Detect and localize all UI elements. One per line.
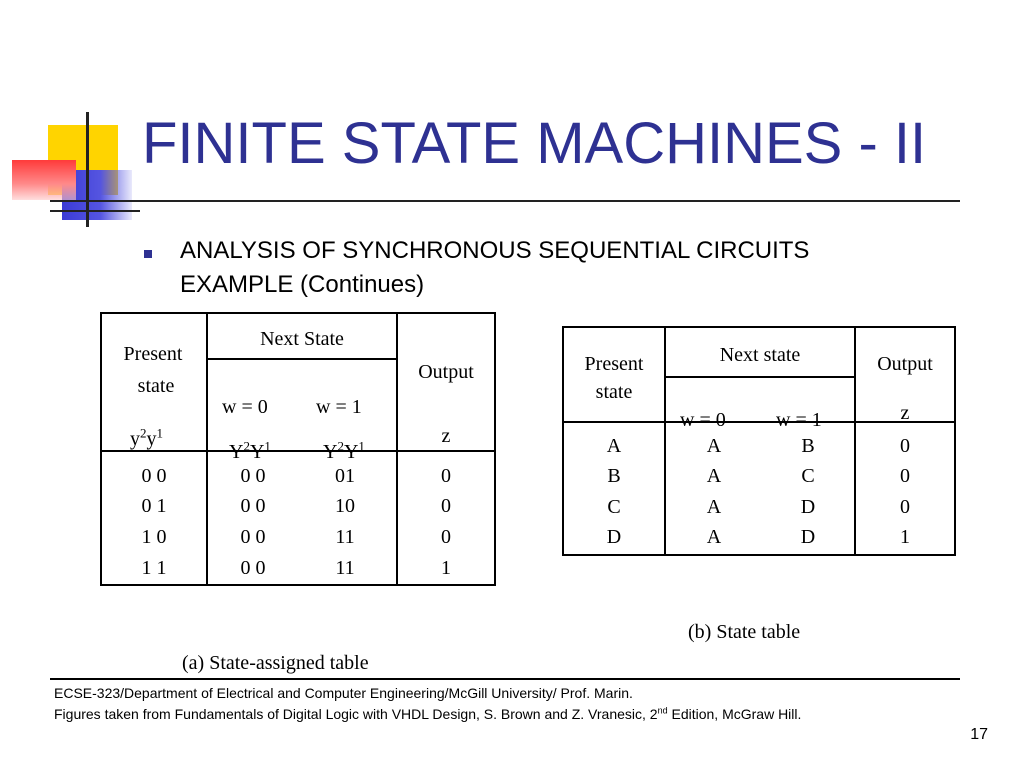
table-a-cell: 0 0 — [141, 465, 167, 487]
table-a-output-label: Output — [418, 361, 474, 383]
table-b-cell: A — [606, 435, 622, 457]
table-a-cell: 0 0 — [240, 557, 266, 579]
table-a-cell: 01 — [335, 465, 355, 487]
table-b-cell: 0 — [900, 496, 910, 518]
table-b-cell: D — [606, 526, 622, 548]
table-a-w0-label: w = 0 — [222, 396, 268, 418]
bullet-text: ANALYSIS OF SYNCHRONOUS SEQUENTIAL CIRCUITS EXAMPLE (Continues) — [180, 237, 810, 298]
table-b-cell: A — [706, 465, 722, 487]
table-a-cell: 0 1 — [141, 495, 167, 517]
footer-line-1: ECSE-323/Department of Electrical and Computer Engineering/McGill University/ Prof. Marin. — [54, 685, 633, 701]
table-a-cell: 0 — [441, 495, 451, 517]
table-a-next-vars-w0: $Y^2Y^1$ — [229, 438, 271, 463]
table-b-z-label: z — [900, 402, 910, 424]
table-b-cell: 0 — [900, 435, 910, 457]
table-a-next-state-label: Next State — [260, 328, 344, 350]
table-a-cell: 1 1 — [141, 557, 167, 579]
table-a-cell: 0 0 — [240, 526, 266, 548]
table-a-next-state-divider — [207, 358, 396, 360]
slide-title: FINITE STATE MACHINES - II — [142, 111, 927, 176]
table-b-right-border — [954, 326, 956, 556]
table-a-cell: 0 0 — [240, 495, 266, 517]
table-b-cell: B — [801, 435, 815, 457]
table-a-top-border — [100, 312, 496, 314]
table-a-cell: 0 — [441, 465, 451, 487]
table-b-cell: D — [800, 526, 816, 548]
table-b-next-state-label: Next state — [719, 344, 801, 366]
table-a-present-label: Present — [123, 343, 183, 365]
table-a-bottom-border — [100, 584, 496, 586]
table-b-cell: 0 — [900, 465, 910, 487]
title-underline — [50, 200, 960, 202]
table-b-w0-label: w = 0 — [680, 409, 726, 431]
table-a-cell: 10 — [335, 495, 355, 517]
footer-divider — [50, 678, 960, 680]
table-b-bottom-border — [562, 554, 956, 556]
table-b-cell: C — [801, 465, 815, 487]
table-a-caption: (a) State-assigned table — [182, 652, 369, 674]
page-number: 17 — [970, 726, 988, 743]
table-a-next-vars-w1: $Y^2Y^1$ — [323, 438, 365, 463]
table-a-cell: 0 0 — [240, 465, 266, 487]
table-b-cell: A — [706, 526, 722, 548]
table-b-caption: (b) State table — [688, 621, 801, 643]
table-a-state-label: state — [137, 375, 175, 397]
table-a-z-label: z — [441, 425, 451, 447]
table-a-header-divider — [100, 450, 496, 452]
table-b-cell: 1 — [900, 526, 910, 548]
table-b-next-state-divider — [665, 376, 854, 378]
table-a-w1-label: w = 1 — [316, 396, 362, 418]
table-a-cell: 11 — [335, 526, 355, 548]
table-b-cell: D — [800, 496, 816, 518]
bullet-icon — [144, 250, 152, 258]
table-b-w1-label: w = 1 — [776, 409, 822, 431]
table-b-present-label: Present — [584, 353, 644, 375]
logo-horizontal-line — [50, 210, 140, 212]
table-a-cell: 0 — [441, 526, 451, 548]
table-b-cell: A — [706, 496, 722, 518]
table-a-cell: 11 — [335, 557, 355, 579]
table-a-cell: 1 0 — [141, 526, 167, 548]
table-b-top-border — [562, 326, 956, 328]
table-a-right-border — [494, 312, 496, 586]
logo-red-square — [12, 160, 76, 200]
table-a-cell: 1 — [441, 557, 451, 579]
table-b-cell: B — [607, 465, 621, 487]
table-b-output-label: Output — [877, 353, 933, 375]
table-b-cell: A — [706, 435, 722, 457]
table-b-state-label: state — [595, 381, 633, 403]
footer-line-2: Figures taken from Fundamentals of Digital Logic with VHDL Design, S. Brown and Z. Vranesic, 2nd Edition, McGraw Hill. — [54, 705, 802, 722]
table-a-present-vars: $y^2y^1$ — [130, 425, 163, 450]
table-b-cell: C — [607, 496, 621, 518]
